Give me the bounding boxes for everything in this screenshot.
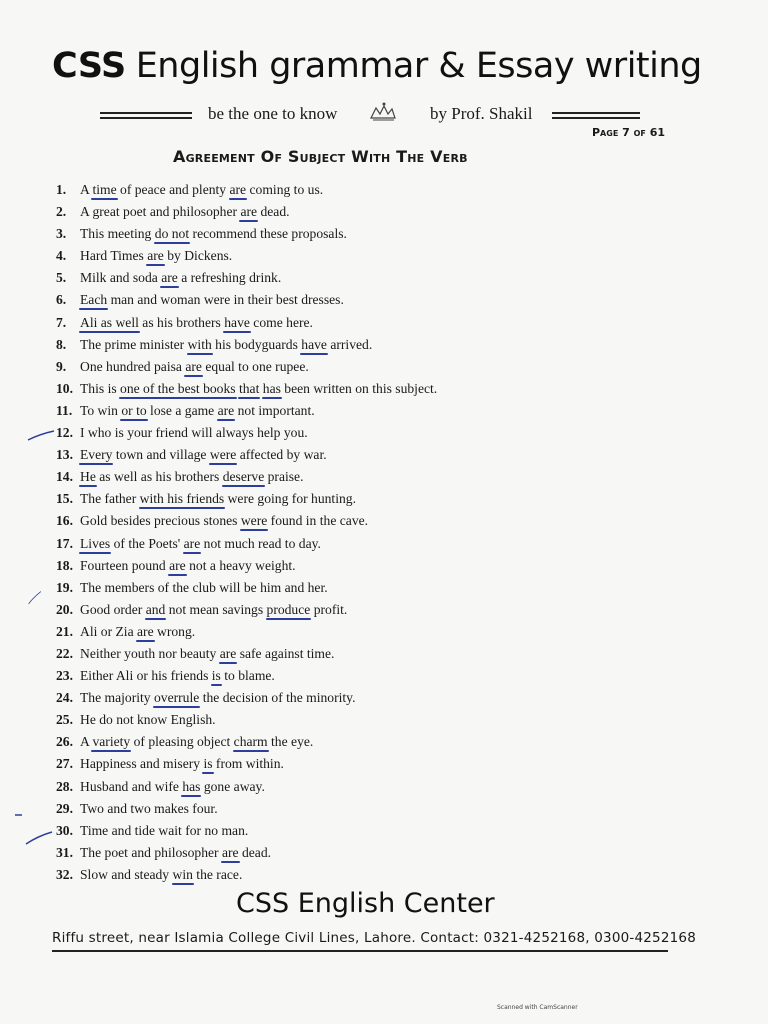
underlined-word: one of the best books bbox=[120, 380, 236, 396]
sentence-text bbox=[78, 292, 344, 307]
sentence-item bbox=[56, 776, 636, 798]
sentence-item bbox=[56, 731, 636, 753]
sentence-item bbox=[56, 510, 636, 532]
address-line: Riffu street, near Islamia College Civil Lines, Lahore. Contact: 0321-4252168, 0300-4252168 bbox=[52, 930, 696, 946]
double-rule-left bbox=[100, 112, 192, 120]
sentence-text bbox=[78, 337, 372, 352]
sentence-fragment: as his brothers bbox=[138, 314, 225, 330]
sentence-item bbox=[56, 245, 636, 267]
sentence-list bbox=[56, 179, 636, 886]
sentence-number: 2. bbox=[56, 204, 67, 220]
sentence-number: 27. bbox=[56, 756, 73, 772]
sentence-item bbox=[56, 842, 636, 864]
underlined-word: do not bbox=[154, 226, 190, 242]
header-title bbox=[52, 46, 712, 86]
sentence-fragment: Husband and wife bbox=[80, 778, 183, 794]
underlined-word: produce bbox=[266, 601, 311, 617]
sentence-fragment: the eye. bbox=[267, 734, 314, 750]
underlined-word: win bbox=[172, 866, 193, 882]
underlined-word: has bbox=[182, 778, 201, 794]
sentence-fragment: been written on this subject. bbox=[280, 380, 438, 396]
sentence-fragment: not much read to day. bbox=[200, 535, 321, 551]
sentence-fragment: The prime minister bbox=[80, 336, 188, 352]
sentence-text bbox=[78, 226, 347, 241]
sentence-fragment: arrived. bbox=[326, 336, 373, 352]
sentence-item bbox=[56, 356, 636, 378]
sentence-text bbox=[78, 558, 296, 573]
underlined-word: has bbox=[262, 380, 281, 396]
sentence-item bbox=[56, 864, 636, 886]
sentence-number: 15. bbox=[56, 491, 73, 507]
sentence-number: 8. bbox=[56, 336, 67, 352]
sentence-number: 16. bbox=[56, 513, 73, 529]
underlined-word: Each bbox=[80, 292, 108, 308]
underlined-word: is bbox=[211, 668, 221, 684]
double-rule-right bbox=[552, 112, 640, 120]
underlined-word: have bbox=[224, 314, 250, 330]
footer-title: CSS English Center bbox=[236, 888, 495, 919]
check-mark-icon bbox=[24, 830, 54, 846]
sentence-number: 23. bbox=[56, 668, 73, 684]
sentence-fragment: the decision of the minority. bbox=[199, 690, 356, 706]
sentence-text bbox=[78, 359, 309, 374]
sentence-number: 9. bbox=[56, 358, 67, 374]
sentence-number: 6. bbox=[56, 292, 67, 308]
sentence-text bbox=[78, 734, 313, 749]
sentence-number: 1. bbox=[56, 182, 67, 197]
sentence-text bbox=[78, 668, 275, 683]
address-rule bbox=[52, 950, 668, 952]
underlined-word: with his friends bbox=[139, 491, 225, 507]
sentence-text bbox=[78, 248, 232, 263]
underlined-word: He bbox=[80, 469, 96, 485]
sentence-number: 12. bbox=[56, 425, 73, 441]
sentence-fragment: A bbox=[80, 734, 93, 750]
check-mark-icon bbox=[20, 590, 50, 606]
sentence-fragment: This meeting bbox=[80, 226, 155, 242]
sentence-fragment: a refreshing drink. bbox=[177, 270, 282, 286]
sentence-item bbox=[56, 555, 636, 577]
section-heading: Agreement Of Subject With The Verb bbox=[173, 147, 468, 166]
sentence-text bbox=[78, 756, 284, 771]
sentence-fragment: Fourteen pound bbox=[80, 557, 170, 573]
sentence-fragment: coming to us. bbox=[246, 182, 324, 197]
sentence-item bbox=[56, 643, 636, 665]
sentence-text bbox=[78, 270, 281, 285]
sentence-fragment: recommend these proposals. bbox=[189, 226, 347, 242]
sentence-item bbox=[56, 621, 636, 643]
underlined-word: are bbox=[169, 557, 186, 573]
sentence-fragment: A bbox=[80, 182, 93, 197]
sentence-text bbox=[78, 425, 308, 440]
sentence-fragment: To win bbox=[80, 402, 122, 418]
underlined-word: and bbox=[145, 601, 166, 617]
sentence-fragment: equal to one rupee. bbox=[201, 358, 309, 374]
sentence-text bbox=[78, 381, 437, 396]
sentence-text bbox=[78, 580, 328, 595]
sentence-fragment: wrong. bbox=[153, 623, 196, 639]
sentence-text bbox=[78, 845, 271, 860]
sentence-item bbox=[56, 709, 636, 731]
sentence-text bbox=[78, 491, 356, 506]
sentence-fragment: Good order bbox=[80, 601, 146, 617]
sentence-item bbox=[56, 289, 636, 311]
underlined-word: overrule bbox=[154, 690, 200, 706]
sentence-fragment: The poet and philosopher bbox=[80, 844, 222, 860]
sentence-number: 20. bbox=[56, 601, 73, 617]
underlined-word: time bbox=[92, 182, 117, 197]
sentence-item bbox=[56, 378, 636, 400]
sentence-number: 13. bbox=[56, 447, 73, 463]
author: by Prof. Shakil bbox=[430, 104, 533, 123]
check-mark-icon bbox=[26, 428, 56, 444]
sentence-text bbox=[78, 469, 304, 484]
sentence-fragment: dead. bbox=[257, 204, 290, 220]
sentence-item bbox=[56, 400, 636, 422]
sentence-number: 14. bbox=[56, 469, 73, 485]
sentence-text bbox=[78, 624, 195, 639]
tagline-row bbox=[100, 104, 660, 128]
sentence-fragment: Either Ali or his friends bbox=[80, 668, 212, 684]
sentence-fragment: were going for hunting. bbox=[224, 491, 356, 507]
tagline: be the one to know bbox=[208, 104, 338, 123]
sentence-number: 3. bbox=[56, 226, 67, 242]
sentence-text bbox=[78, 823, 248, 838]
sentence-fragment: I who is your friend will always help you. bbox=[80, 425, 308, 441]
sentence-fragment: This is bbox=[80, 380, 121, 396]
sentence-text bbox=[78, 204, 290, 219]
sentence-fragment: to blame. bbox=[220, 668, 275, 684]
sentence-fragment: lose a game bbox=[146, 402, 218, 418]
underlined-word: variety bbox=[92, 734, 131, 750]
sentence-fragment: of pleasing object bbox=[130, 734, 234, 750]
page-number: Page 7 of 61 bbox=[592, 126, 666, 139]
sentence-fragment: by Dickens. bbox=[163, 248, 233, 264]
sentence-fragment: dead. bbox=[238, 844, 272, 860]
sentence-fragment: found in the cave. bbox=[267, 513, 369, 529]
underlined-word: were bbox=[240, 513, 268, 529]
sentence-fragment: Neither youth nor beauty bbox=[80, 645, 220, 661]
sentence-fragment: Time and tide wait for no man. bbox=[80, 822, 249, 838]
sentence-number: 10. bbox=[56, 380, 73, 396]
sentence-number: 7. bbox=[56, 314, 67, 330]
sentence-fragment: town and village bbox=[112, 447, 210, 463]
sentence-number: 25. bbox=[56, 712, 73, 728]
sentence-fragment: Ali or Zia bbox=[80, 623, 138, 639]
sentence-item bbox=[56, 312, 636, 334]
sentence-fragment: Two and two makes four. bbox=[80, 800, 218, 816]
underlined-word: is bbox=[203, 756, 213, 772]
sentence-number: 5. bbox=[56, 270, 67, 286]
underlined-word: are bbox=[219, 645, 237, 661]
underlined-word: that bbox=[238, 380, 260, 396]
sentence-item bbox=[56, 488, 636, 510]
sentence-item bbox=[56, 466, 636, 488]
underlined-word: are bbox=[229, 182, 247, 197]
sentence-fragment: profit. bbox=[310, 601, 348, 617]
underlined-word: Every bbox=[80, 447, 113, 463]
sentence-item bbox=[56, 599, 636, 621]
sentence-number: 32. bbox=[56, 866, 73, 882]
sentence-number: 24. bbox=[56, 690, 73, 706]
underlined-word: were bbox=[209, 447, 237, 463]
scan-watermark: Scanned with CamScanner bbox=[497, 1004, 578, 1011]
sentence-text bbox=[78, 867, 242, 882]
sentence-text bbox=[78, 602, 347, 617]
underlined-word: are bbox=[240, 204, 258, 220]
sentence-item bbox=[56, 665, 636, 687]
underlined-word: are bbox=[161, 270, 178, 286]
underlined-word: Lives bbox=[80, 535, 111, 551]
sentence-number: 22. bbox=[56, 645, 73, 661]
sentence-number: 28. bbox=[56, 778, 73, 794]
underlined-word: are bbox=[183, 535, 201, 551]
sentence-item bbox=[56, 577, 636, 599]
sentence-item bbox=[56, 223, 636, 245]
underlined-word: are bbox=[185, 358, 202, 374]
sentence-fragment: Hard Times bbox=[80, 248, 148, 264]
sentence-text bbox=[78, 779, 265, 794]
sentence-number: 31. bbox=[56, 844, 73, 860]
sentence-fragment: come here. bbox=[249, 314, 313, 330]
sentence-fragment: The majority bbox=[80, 690, 154, 706]
sentence-fragment: of the Poets' bbox=[110, 535, 184, 551]
sentence-fragment: not important. bbox=[234, 402, 315, 418]
sentence-number: 29. bbox=[56, 800, 73, 816]
check-mark-icon bbox=[14, 812, 24, 818]
underlined-word: are bbox=[221, 844, 239, 860]
sentence-text bbox=[78, 447, 327, 462]
underlined-word: have bbox=[301, 336, 327, 352]
logo-icon bbox=[368, 100, 398, 124]
underlined-word: deserve bbox=[222, 469, 265, 485]
sentence-number: 21. bbox=[56, 623, 73, 639]
sentence-text bbox=[78, 690, 355, 705]
sentence-item bbox=[56, 753, 636, 775]
sentence-number: 19. bbox=[56, 579, 73, 595]
sentence-item bbox=[56, 422, 636, 444]
sentence-item bbox=[56, 444, 636, 466]
sentence-item bbox=[56, 820, 636, 842]
header-subject: English grammar & Essay writing bbox=[135, 46, 702, 86]
sentence-number: 17. bbox=[56, 535, 73, 551]
sentence-fragment: Happiness and misery bbox=[80, 756, 204, 772]
underlined-word: are bbox=[137, 623, 154, 639]
sentence-text bbox=[78, 315, 313, 330]
sentence-fragment: Gold besides precious stones bbox=[80, 513, 241, 529]
sentence-fragment: safe against time. bbox=[236, 645, 335, 661]
sentence-item bbox=[56, 201, 636, 223]
sentence-fragment: from within. bbox=[212, 756, 284, 772]
sentence-fragment: One hundred paisa bbox=[80, 358, 186, 374]
underlined-word: or to bbox=[121, 402, 147, 418]
sentence-text bbox=[78, 513, 368, 528]
sentence-item bbox=[56, 798, 636, 820]
sentence-text bbox=[78, 403, 315, 418]
sentence-number: 26. bbox=[56, 734, 73, 750]
sentence-number: 30. bbox=[56, 822, 73, 838]
sentence-fragment: his bodyguards bbox=[211, 336, 302, 352]
sentence-fragment: not a heavy weight. bbox=[185, 557, 296, 573]
sentence-item bbox=[56, 334, 636, 356]
sentence-fragment: not mean savings bbox=[165, 601, 267, 617]
sentence-fragment: A great poet and philosopher bbox=[80, 204, 241, 220]
sentence-number: 18. bbox=[56, 557, 73, 573]
underlined-word: are bbox=[217, 402, 235, 418]
sentence-text bbox=[78, 712, 216, 727]
underlined-word: are bbox=[147, 248, 164, 264]
sentence-item bbox=[56, 267, 636, 289]
sentence-fragment: affected by war. bbox=[236, 447, 327, 463]
sentence-number: 4. bbox=[56, 248, 67, 264]
sentence-fragment: as well as his brothers bbox=[95, 469, 223, 485]
sentence-fragment: of peace and plenty bbox=[116, 182, 230, 197]
sentence-fragment: gone away. bbox=[200, 778, 265, 794]
underlined-word: with bbox=[187, 336, 212, 352]
sentence-fragment: The father bbox=[80, 491, 140, 507]
brand-name: CSS bbox=[52, 46, 126, 86]
sentence-item bbox=[56, 687, 636, 709]
underlined-word: charm bbox=[233, 734, 268, 750]
sentence-fragment: the race. bbox=[192, 866, 243, 882]
sentence-fragment: He do not know English. bbox=[80, 712, 216, 728]
sentence-text bbox=[78, 646, 334, 661]
sentence-fragment: man and woman were in their best dresses. bbox=[107, 292, 344, 308]
sentence-fragment: The members of the club will be him and her. bbox=[80, 579, 328, 595]
sentence-fragment: praise. bbox=[264, 469, 304, 485]
sentence-item bbox=[56, 179, 636, 201]
sentence-fragment: Slow and steady bbox=[80, 866, 173, 882]
sentence-item bbox=[56, 533, 636, 555]
sentence-text bbox=[78, 536, 321, 551]
sentence-text bbox=[78, 182, 323, 197]
sentence-number: 11. bbox=[56, 402, 73, 418]
sentence-fragment: Milk and soda bbox=[80, 270, 162, 286]
sentence-text bbox=[78, 801, 218, 816]
underlined-word: Ali as well bbox=[80, 314, 139, 330]
